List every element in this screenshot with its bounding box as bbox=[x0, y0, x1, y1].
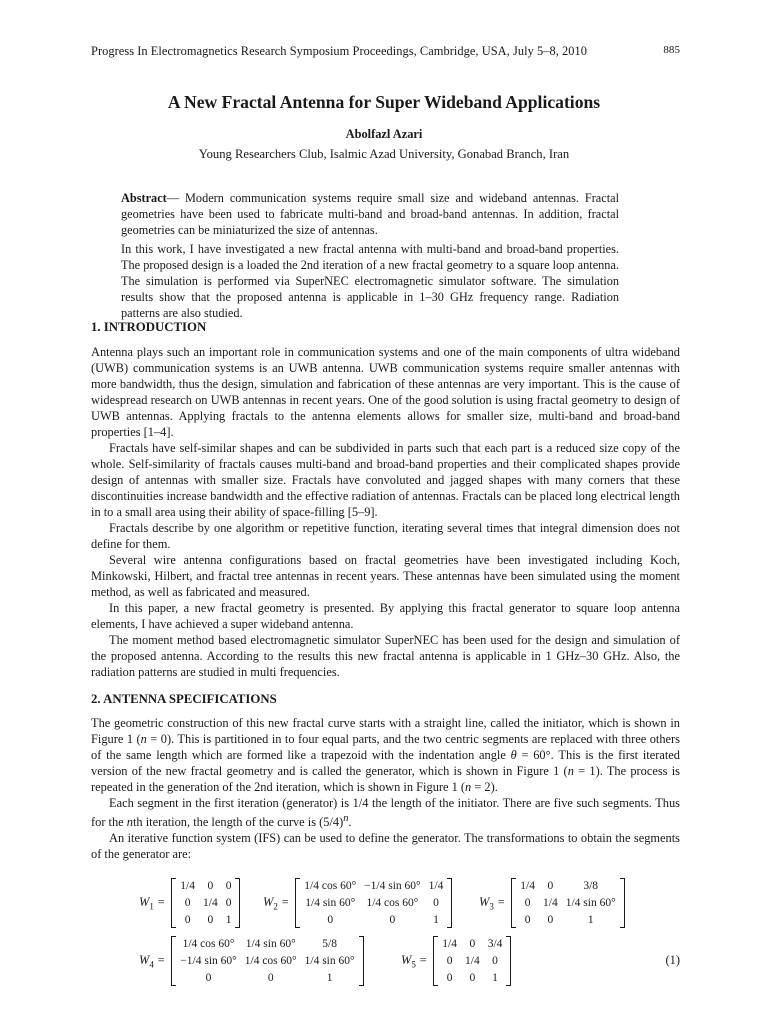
matrix-cell-w2-2-0: 0 bbox=[327, 914, 334, 926]
equation-w5 bbox=[401, 934, 511, 988]
matrix-cell-w1-0-2: 0 bbox=[225, 880, 232, 892]
matrix-cell-w4-0-2: 5/8 bbox=[322, 938, 337, 950]
section-1-heading: 1. INTRODUCTION bbox=[91, 320, 207, 334]
matrix-cell-w4-1-0: −1/4 sin 60° bbox=[180, 955, 237, 967]
matrix-cell-w4-0-1: 1/4 sin 60° bbox=[245, 938, 296, 950]
matrix-cell-w3-2-0: 0 bbox=[524, 914, 531, 926]
spec-para-3: An iterative function system (IFS) can be used to define the generator. The transformations to obtain the segments of the generator are: bbox=[91, 831, 680, 862]
w1-lhs: $W_1$ = bbox=[139, 894, 166, 912]
author-affiliation: Young Researchers Club, Isalmic Azad University, Gonabad Branch, Iran bbox=[198, 147, 570, 161]
matrix-cell-w4-2-2: 1 bbox=[326, 972, 333, 984]
equation-row-1 bbox=[91, 876, 680, 930]
matrix-cell-w5-1-0: 0 bbox=[446, 955, 453, 967]
section-2-heading: 2. ANTENNA SPECIFICATIONS bbox=[91, 692, 277, 706]
matrix-cell-w4-2-1: 0 bbox=[267, 972, 274, 984]
intro-para-3: Fractals describe by one algorithm or repetitive function, iterating several times that integral dimension does not define for them. bbox=[91, 521, 680, 551]
intro-para-5: In this paper, a new fractal geometry is presented. By applying this fractal generator to square loop antenna elements, I have achieved a super wideband antenna. bbox=[91, 601, 680, 631]
matrix-cell-w1-1-2: 0 bbox=[225, 897, 232, 909]
matrix-cell-w3-1-2: 1/4 sin 60° bbox=[565, 897, 616, 909]
matrix-cell-w2-0-2: 1/4 bbox=[428, 880, 444, 892]
matrix-cell-w2-1-0: 1/4 sin 60° bbox=[305, 897, 356, 909]
abstract-label: Abstract bbox=[121, 191, 167, 205]
spec-p1-d: θ bbox=[510, 748, 517, 762]
equation-w2 bbox=[263, 876, 452, 930]
abstract-para-1 bbox=[121, 190, 619, 238]
running-head bbox=[91, 44, 680, 59]
matrix-cell-w5-1-2: 0 bbox=[492, 955, 498, 967]
matrix-cell-w1-2-1: 0 bbox=[207, 914, 214, 926]
matrix-cell-w3-0-0: 1/4 bbox=[520, 880, 535, 892]
equation-row-2 bbox=[91, 934, 680, 988]
intro-para-6: The moment method based electromagnetic simulator SuperNEC has been used for the design and simulation of the proposed antenna. According to the results this new fractal antenna is applicable in 1 GHz–30 GHz. Also, the radiation patterns are studied in multi frequencies. bbox=[91, 633, 680, 679]
matrix-cell-w3-1-1: 1/4 bbox=[543, 897, 558, 909]
spec-p1-a: The geometric construction of this new fractal curve starts with a straight line, called the initiator, which is shown in Figure 1 ( bbox=[91, 716, 680, 746]
equation-w3 bbox=[479, 876, 625, 930]
matrix-w5 bbox=[433, 936, 511, 986]
matrix-cell-w2-1-2: 0 bbox=[433, 897, 439, 909]
spec-p2-b: n bbox=[126, 815, 133, 830]
spec-p1-e: = 60°. This is the first iterated version of the new fractal geometry and is called the generator, which is shown in Figure 1 ( bbox=[91, 748, 680, 778]
w2-lhs: $W_2$ = bbox=[263, 894, 290, 912]
spec-para-2 bbox=[91, 795, 680, 830]
matrix-cell-w1-1-1: 1/4 bbox=[203, 897, 218, 909]
matrix-cell-w5-0-2: 3/4 bbox=[487, 938, 503, 950]
w5-lhs: $W_5$ = bbox=[401, 952, 428, 970]
matrix-cell-w5-0-0: 1/4 bbox=[442, 938, 457, 950]
matrix-cell-w5-2-0: 0 bbox=[446, 972, 453, 984]
equation-number: (1) bbox=[665, 953, 680, 967]
matrix-cell-w4-1-1: 1/4 cos 60° bbox=[244, 955, 297, 967]
abstract bbox=[121, 190, 619, 321]
matrix-cell-w1-1-0: 0 bbox=[184, 897, 191, 909]
intro-para-1: Antenna plays such an important role in communication systems and one of the main components of ultra wideband (UWB) communication systems is an UWB antenna. UWB communication systems require smaller antennas with more bandwidth, thus the design, simulation and fabrication of these antennas are very important. This is the cause of widespread research on UWB antennas in recent years. One of the good solution is using fractal geometry to design of UWB antennas. Applying fractals to the antenna elements allows for smaller size, multi-band and broad-band properties [1–4]. bbox=[91, 345, 680, 439]
intro-para-2: Fractals have self-similar shapes and can be subdivided in parts such that each part is a reduced size copy of the whole. Self-similarity of fractals causes multi-band and broad-band properties and their complicated shapes provide design of antennas with smaller size. Fractals have convoluted and jagged shapes with many corners that these discontinuities increase bandwidth and the effective radiation of antennas. Fractals can be placed long electrical length in to a small area using their ability of space-filling [5–9]. bbox=[91, 441, 680, 519]
matrix-cell-w2-2-1: 0 bbox=[389, 914, 396, 926]
matrix-cell-w5-2-2: 1 bbox=[492, 972, 498, 984]
spec-p1-g: = 1). The process is repeated in the generation of the 2nd iteration, which is shown in Figure 1 ( bbox=[91, 764, 680, 794]
section-1-body bbox=[91, 344, 680, 680]
matrix-cell-w1-2-2: 1 bbox=[225, 914, 232, 926]
spec-p2-d: n bbox=[343, 813, 349, 824]
spec-p1-c: = 0). This is partitioned in to four equal parts, and the two centric segments are replaced with three others of the same length which are formed like a trapezoid with the indentation angle bbox=[91, 732, 680, 762]
matrix-cell-w2-2-2: 1 bbox=[433, 914, 439, 926]
w3-lhs: $W_3$ = bbox=[479, 894, 506, 912]
matrix-cell-w5-0-1: 0 bbox=[469, 938, 476, 950]
matrix-cell-w1-0-0: 1/4 bbox=[180, 880, 195, 892]
spec-p1-h: n bbox=[465, 780, 472, 794]
page-number: 885 bbox=[663, 44, 680, 56]
spec-p2-e: . bbox=[348, 815, 352, 830]
equation-w1 bbox=[139, 876, 240, 930]
matrix-cell-w1-2-0: 0 bbox=[184, 914, 191, 926]
matrix-w2 bbox=[295, 878, 452, 928]
equation-block bbox=[91, 876, 680, 1016]
w4-lhs: $W_4$ = bbox=[139, 952, 166, 970]
matrix-cell-w1-0-1: 0 bbox=[207, 880, 214, 892]
spec-p1-i: = 2). bbox=[471, 780, 498, 794]
matrix-cell-w3-2-1: 0 bbox=[547, 914, 554, 926]
matrix-cell-w3-0-1: 0 bbox=[547, 880, 554, 892]
abstract-para-2: In this work, I have investigated a new fractal antenna with multi-band and broad-band properties. The proposed design is a loaded the 2nd iteration of a new fractal geometry to a square loop antenna. The simulation is performed via SuperNEC electromagnetic simulator software. The simulation results show that the proposed antenna is applicable in 1–30 GHz frequency range. Radiation patterns are also studied. bbox=[121, 242, 619, 320]
equation-w4 bbox=[139, 934, 364, 988]
matrix-cell-w5-2-1: 0 bbox=[469, 972, 476, 984]
matrix-cell-w4-1-2: 1/4 sin 60° bbox=[304, 955, 355, 967]
matrix-cell-w3-1-0: 0 bbox=[524, 897, 531, 909]
spec-p1-b: n bbox=[140, 732, 147, 746]
spec-p1-f: n bbox=[567, 764, 574, 778]
author-name: Abolfazl Azari bbox=[345, 127, 423, 141]
paper-title: A New Fractal Antenna for Super Wideband Applications bbox=[167, 92, 601, 112]
matrix-cell-w2-0-0: 1/4 cos 60° bbox=[304, 880, 357, 892]
matrix-cell-w3-2-2: 1 bbox=[587, 914, 594, 926]
running-head-text: Progress In Electromagnetics Research Symposium Proceedings, Cambridge, USA, July 5–8, 2010 bbox=[91, 44, 587, 58]
matrix-cell-w4-2-0: 0 bbox=[205, 972, 212, 984]
matrix-cell-w4-0-0: 1/4 cos 60° bbox=[182, 938, 235, 950]
spec-p2-a: Each segment in the first iteration (generator) is 1/4 the length of the initiator. There are five such segments. Thus for the bbox=[91, 796, 680, 830]
matrix-w3 bbox=[511, 878, 624, 928]
matrix-w1 bbox=[171, 878, 240, 928]
matrix-cell-w2-1-1: 1/4 cos 60° bbox=[366, 897, 419, 909]
spec-p2-c: th iteration, the length of the curve is (5/4) bbox=[132, 815, 344, 830]
matrix-cell-w2-0-1: −1/4 sin 60° bbox=[364, 880, 421, 892]
matrix-cell-w5-1-1: 1/4 bbox=[465, 955, 480, 967]
matrix-cell-w3-0-2: 3/8 bbox=[583, 880, 599, 892]
spec-para-1 bbox=[91, 715, 680, 795]
intro-para-4: Several wire antenna configurations based on fractal geometries have been investigated including Koch, Minkowski, Hilbert, and fractal tree antennas in recent years. These antennas have been simulated using the moment method, as well as fabricated and measured. bbox=[91, 553, 680, 599]
matrix-w4 bbox=[171, 936, 363, 986]
section-2-body bbox=[91, 715, 680, 862]
abstract-para-1-text: — Modern communication systems require small size and wideband antennas. Fractal geometries have been used to fabricate multi-band and broad-band antennas. In addition, fractal geometries can be miniaturized the size of antennas. bbox=[121, 191, 619, 237]
